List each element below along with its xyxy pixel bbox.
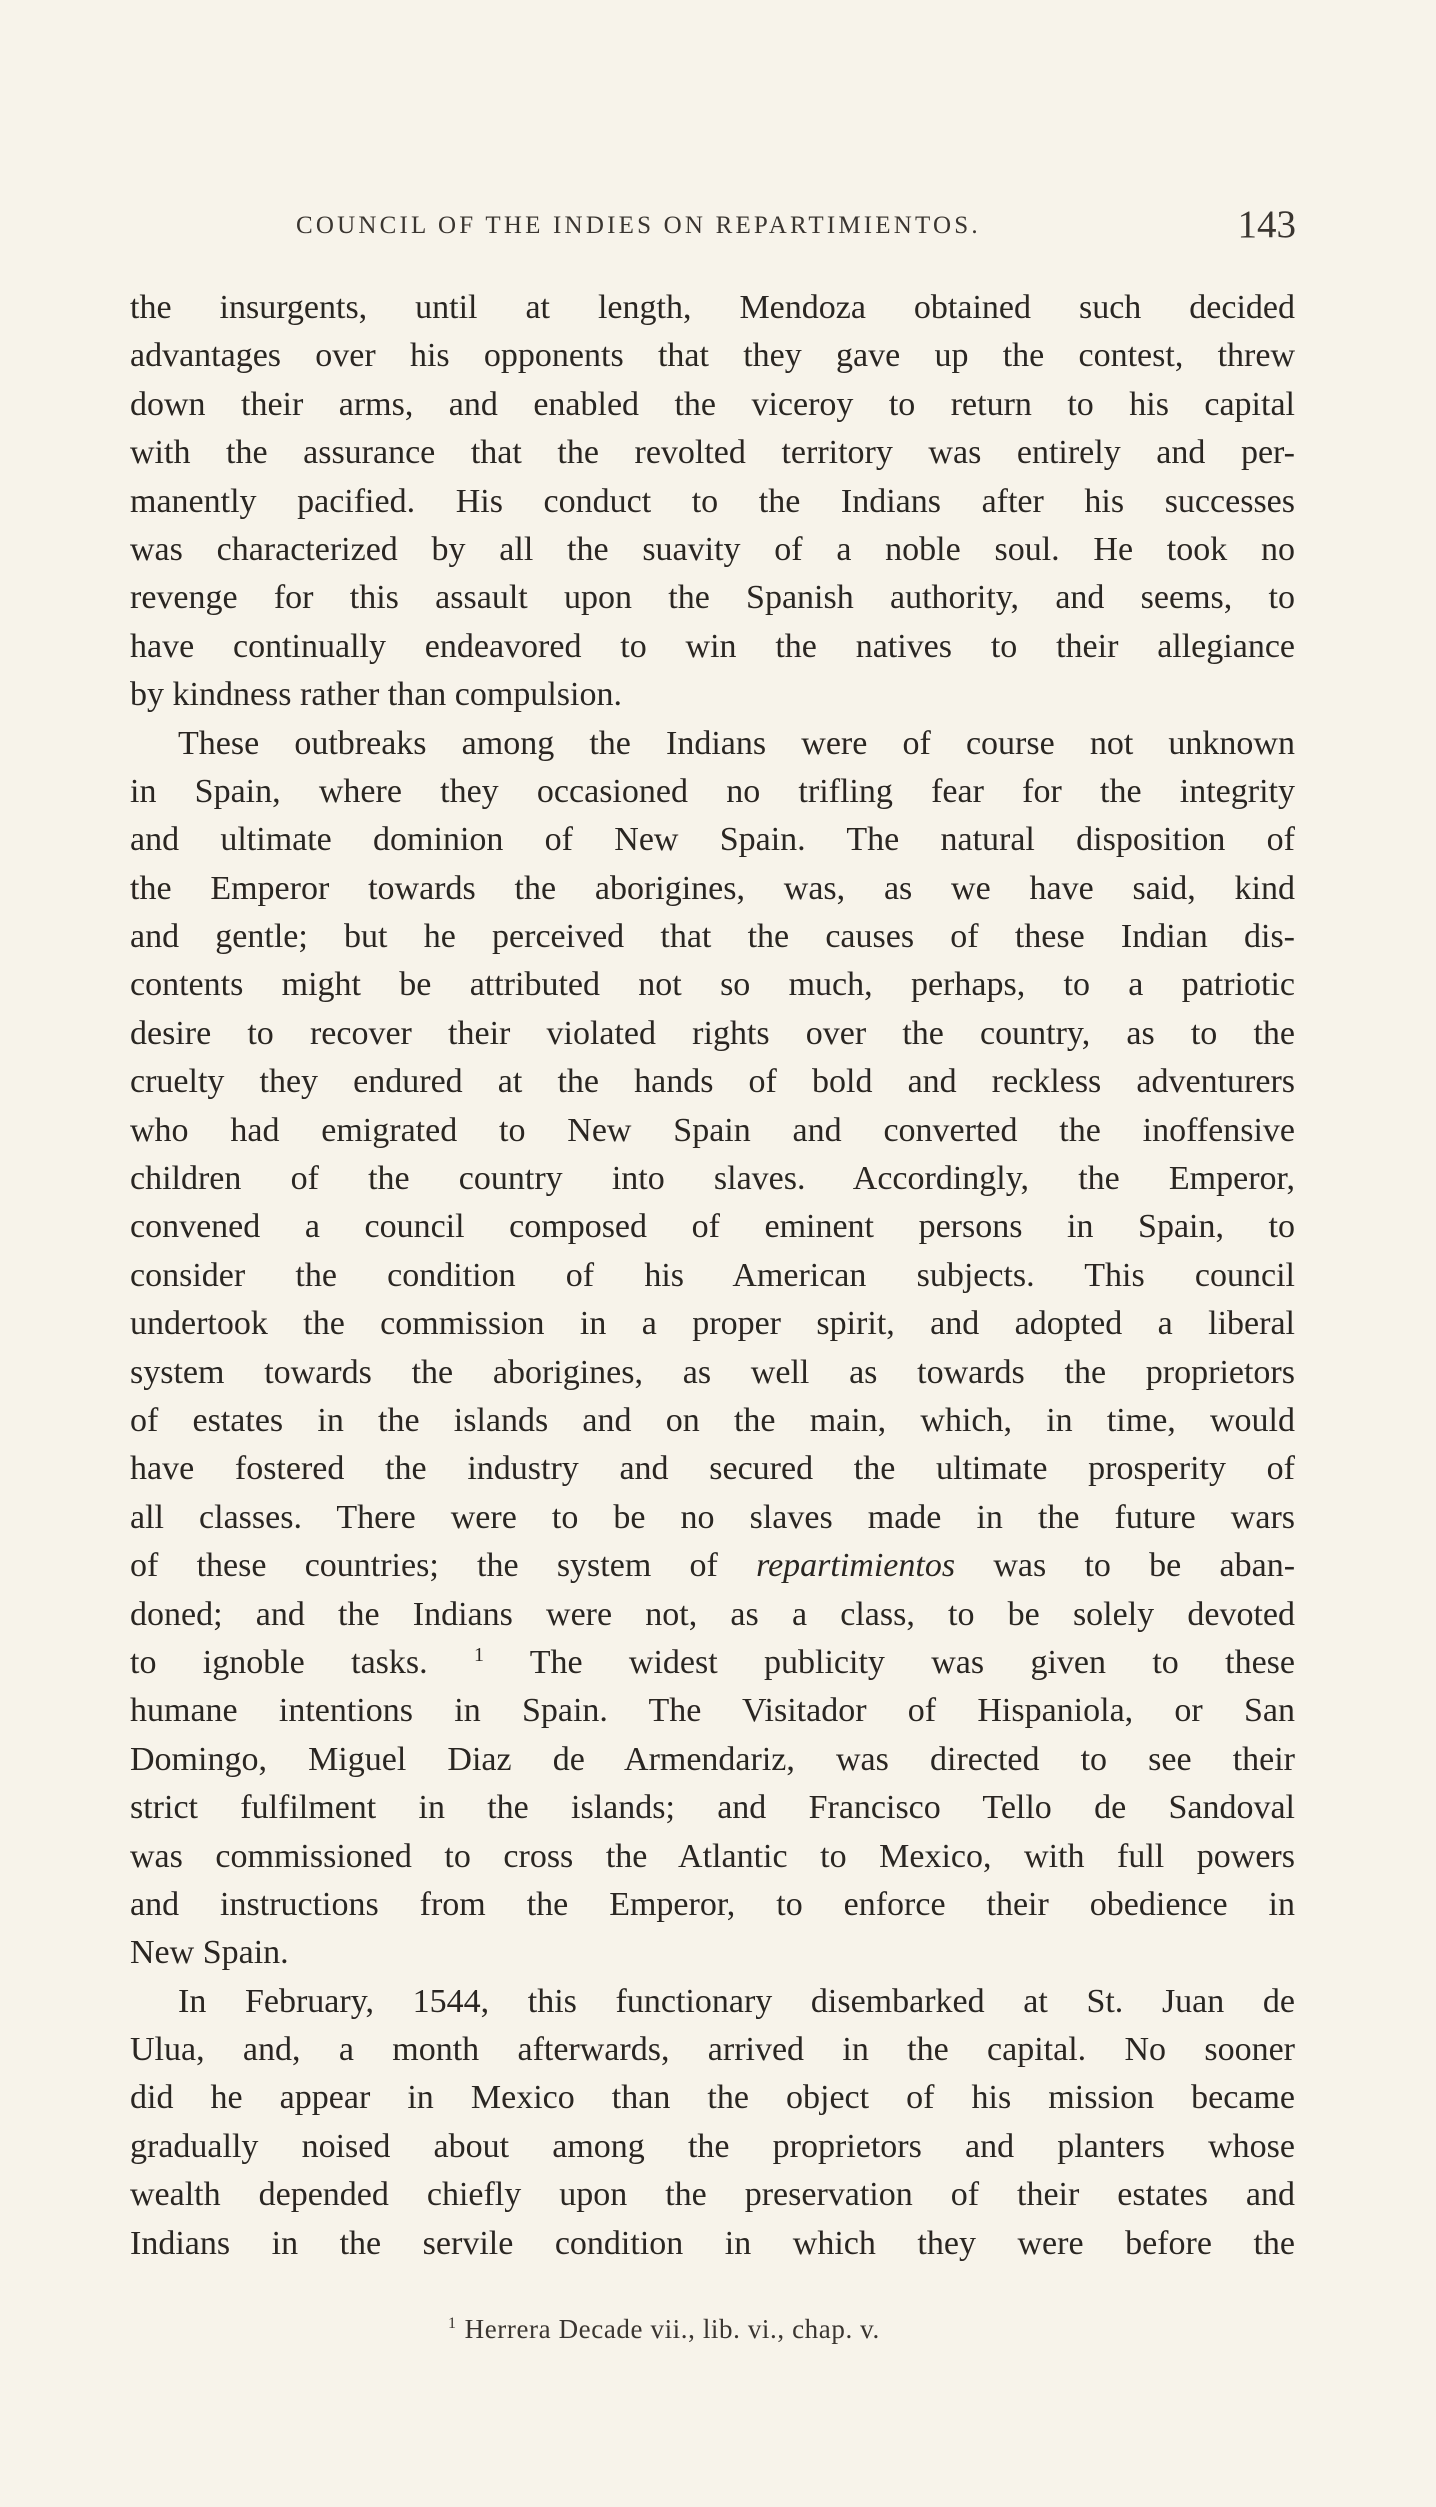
footnote-marker: 1 xyxy=(448,2315,457,2332)
text-line: who had emigrated to New Spain and converted the inoffensive xyxy=(130,1111,1295,1149)
paragraph-start-line: In February, 1544, this functionary disembarked at St. Juan de xyxy=(178,1982,1295,2020)
text-line: down their arms, and enabled the viceroy to return to his capital xyxy=(130,385,1295,423)
text-line: have fostered the industry and secured the ultimate prosperity of xyxy=(130,1450,1295,1488)
text-line: undertook the commission in a proper spirit, and adopted a liberal xyxy=(130,1305,1295,1343)
text-line: revenge for this assault upon the Spanish authority, and seems, to xyxy=(130,579,1295,617)
page-number: 143 xyxy=(1237,203,1296,246)
footnote xyxy=(448,2314,880,2345)
text-line: of estates in the islands and on the main, which, in time, would xyxy=(130,1401,1295,1439)
text-line: manently pacified. His conduct to the Indians after his successes xyxy=(130,482,1295,520)
text-line: contents might be attributed not so much, perhaps, to a patriotic xyxy=(130,966,1295,1004)
text-segment: to ignoble tasks. xyxy=(130,1643,428,1681)
text-line: doned; and the Indians were not, as a class, to be solely devoted xyxy=(130,1595,1295,1633)
text-line: and ultimate dominion of New Spain. The natural disposition of xyxy=(130,821,1295,859)
text-line: have continually endeavored to win the natives to their allegiance xyxy=(130,627,1295,665)
footnote-reference[interactable]: 1 xyxy=(473,1643,484,1666)
text-line: wealth depended chiefly upon the preservation of their estates and xyxy=(130,2176,1295,2214)
text-line: Ulua, and, a month afterwards, arrived in the capital. No sooner xyxy=(130,2031,1295,2069)
text-line: was characterized by all the suavity of a noble soul. He took no xyxy=(130,530,1295,568)
text-line: convened a council composed of eminent persons in Spain, to xyxy=(130,1208,1295,1246)
text-line: gradually noised about among the proprietors and planters whose xyxy=(130,2127,1295,2165)
text-line: was commissioned to cross the Atlantic to Mexico, with full powers xyxy=(130,1837,1295,1875)
text-line: by kindness rather than compulsion. xyxy=(130,676,622,714)
text-line: and instructions from the Emperor, to enforce their obedience in xyxy=(130,1885,1295,1923)
text-segment: was to be aban- xyxy=(993,1547,1296,1585)
text-line: the insurgents, until at length, Mendoza obtained such decided xyxy=(130,289,1295,326)
text-line: cruelty they endured at the hands of bold and reckless adventurers xyxy=(130,1063,1295,1101)
text-line: in Spain, where they occasioned no trifling fear for the integrity xyxy=(130,772,1295,810)
text-line: did he appear in Mexico than the object of his mission became xyxy=(130,2079,1295,2117)
text-line: New Spain. xyxy=(130,1934,289,1972)
text-line: desire to recover their violated rights over the country, as to the xyxy=(130,1014,1295,1052)
text-line: the Emperor towards the aborigines, was, as we have said, kind xyxy=(130,869,1295,907)
paragraph-start-line: These outbreaks among the Indians were of course not unknown xyxy=(178,724,1295,762)
text-line: Domingo, Miguel Diaz de Armendariz, was directed to see their xyxy=(130,1740,1295,1778)
footnote-text: Herrera Decade vii., lib. vi., chap. v. xyxy=(464,2314,880,2344)
text-line: advantages over his opponents that they gave up the contest, threw xyxy=(130,337,1295,375)
text-segment: of these countries; the system of xyxy=(130,1547,718,1585)
body-text xyxy=(130,284,1295,2268)
text-line: all classes. There were to be no slaves made in the future wars xyxy=(130,1498,1295,1536)
text-segment: The widest publicity was given to these xyxy=(529,1643,1295,1681)
text-line: consider the condition of his American subjects. This council xyxy=(130,1256,1295,1294)
text-line-with-italic xyxy=(130,1542,1295,1590)
text-line: system towards the aborigines, as well as towards the proprietors xyxy=(130,1353,1295,1391)
text-line: Indians in the servile condition in which they were before the xyxy=(130,2224,1295,2262)
running-head xyxy=(296,200,1296,250)
text-line: humane intentions in Spain. The Visitador of Hispaniola, or San xyxy=(130,1692,1295,1730)
text-line: strict fulfilment in the islands; and Francisco Tello de Sandoval xyxy=(130,1789,1295,1827)
text-line: children of the country into slaves. Accordingly, the Emperor, xyxy=(130,1160,1295,1198)
text-line: with the assurance that the revolted territory was entirely and per- xyxy=(130,434,1295,472)
text-line: and gentle; but he perceived that the causes of these Indian dis- xyxy=(130,918,1295,956)
running-title: COUNCIL OF THE INDIES ON REPARTIMIENTOS. xyxy=(296,212,981,239)
italic-term-repartimientos: repartimientos xyxy=(756,1547,956,1585)
text-line-with-footnote-ref xyxy=(130,1639,1295,1687)
